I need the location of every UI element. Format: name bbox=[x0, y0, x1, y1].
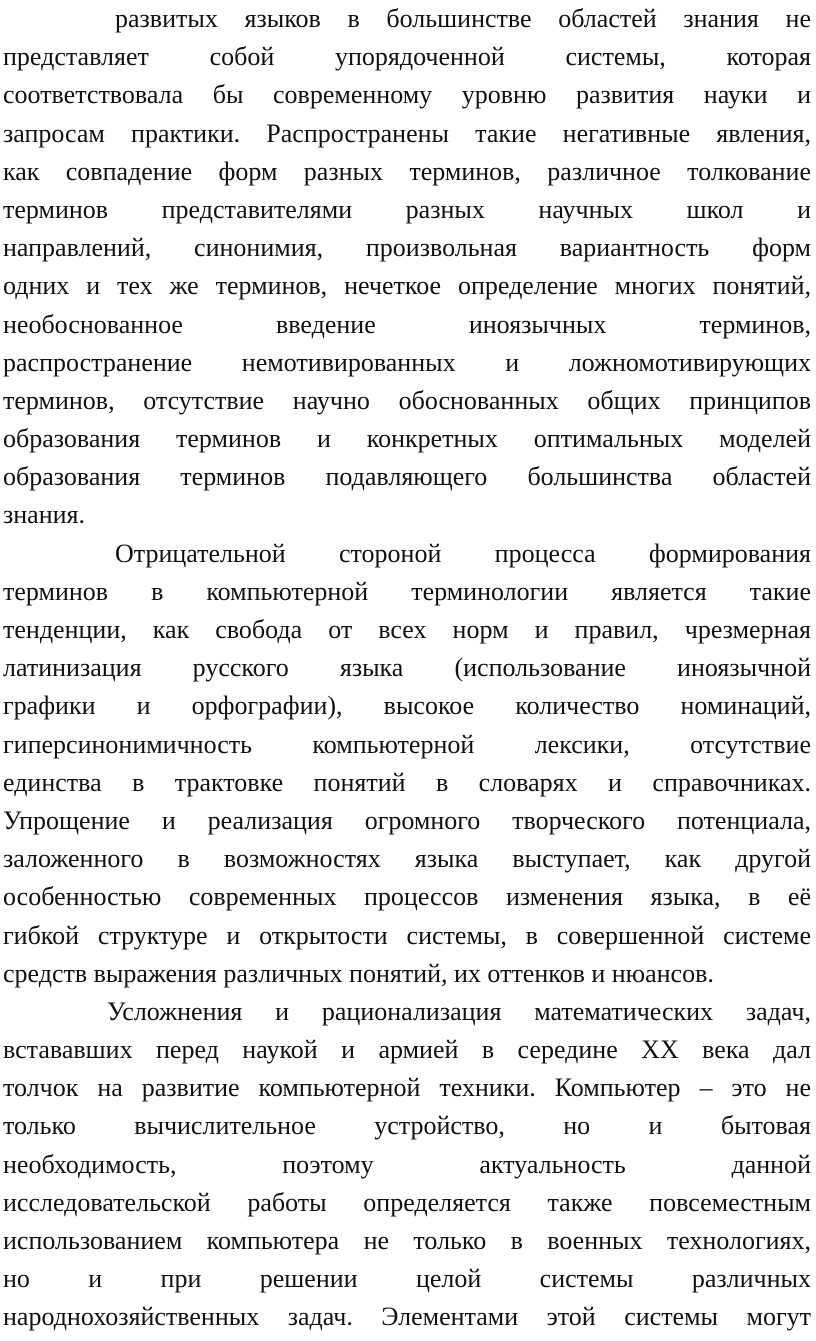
text-line: терминов представителями разных научных школ и bbox=[3, 194, 811, 224]
text-line: гиперсинонимичность компьютерной лексики, отсутствие bbox=[3, 729, 811, 759]
text-line: но и при решении целой системы различных bbox=[3, 1264, 811, 1294]
text-line: гибкой структуре и открытости системы, в совершенной системе bbox=[3, 920, 811, 950]
text-line: направлений, синонимия, произвольная вариантность форм bbox=[3, 233, 811, 263]
text-line: толчок на развитие компьютерной техники. Компьютер – это не bbox=[3, 1073, 811, 1103]
text-line: соответствовала бы современному уровню развития науки и bbox=[3, 80, 811, 110]
text-line: необоснованное введение иноязычных терминов, bbox=[3, 309, 811, 339]
text-line: необходимость, поэтому актуальность данной bbox=[3, 1149, 811, 1179]
paragraph-first-line: Усложнения и рационализация математических задач, bbox=[107, 996, 811, 1026]
text-line: терминов, отсутствие научно обоснованных общих принципов bbox=[3, 385, 811, 415]
text-line: терминов в компьютерной терминологии является такие bbox=[3, 576, 811, 606]
text-line: развитых языков в большинстве областей знания не bbox=[115, 4, 811, 33]
text-line: одних и тех же терминов, нечеткое определение многих понятий, bbox=[3, 271, 811, 301]
text-line: особенностью современных процессов изменения языка, в её bbox=[3, 882, 811, 912]
text-line: образования терминов и конкретных оптимальных моделей bbox=[3, 424, 811, 454]
document-body-text bbox=[3, 0, 811, 1337]
text-line: образования терминов подавляющего большинства областей bbox=[3, 462, 811, 492]
text-line: запросам практики. Распространены такие негативные явления, bbox=[3, 118, 811, 148]
text-line: заложенного в возможностях языка выступает, как другой bbox=[3, 844, 811, 874]
text-line: народнохозяйственных задач. Элементами этой системы могут bbox=[3, 1302, 811, 1332]
text-line: тенденции, как свобода от всех норм и правил, чрезмерная bbox=[3, 615, 811, 644]
text-line: графики и орфографии), высокое количество номинаций, bbox=[3, 691, 811, 721]
text-line: встававших перед наукой и армией в середине XX века дал bbox=[3, 1035, 811, 1065]
text-line: как совпадение форм разных терминов, различное толкование bbox=[3, 156, 811, 186]
text-line: единства в трактовке понятий в словарях и справочниках. bbox=[3, 767, 811, 797]
text-line: представляет собой упорядоченной системы, которая bbox=[3, 42, 811, 72]
paragraph-first-line: Отрицательной стороной процесса формирования bbox=[115, 538, 811, 568]
text-line: знания. bbox=[3, 500, 86, 530]
text-line: исследовательской работы определяется также повсеместным bbox=[3, 1187, 811, 1217]
text-line: распространение немотивированных и ложномотивирующих bbox=[3, 347, 811, 377]
text-line: только вычислительное устройство, но и бытовая bbox=[3, 1111, 811, 1141]
text-line: Упрощение и реализация огромного творческого потенциала, bbox=[3, 805, 811, 835]
text-line: средств выражения различных понятий, их оттенков и нюансов. bbox=[3, 958, 714, 988]
text-line: латинизация русского языка (использование иноязычной bbox=[3, 653, 811, 683]
text-line: использованием компьютера не только в военных технологиях, bbox=[3, 1226, 811, 1255]
